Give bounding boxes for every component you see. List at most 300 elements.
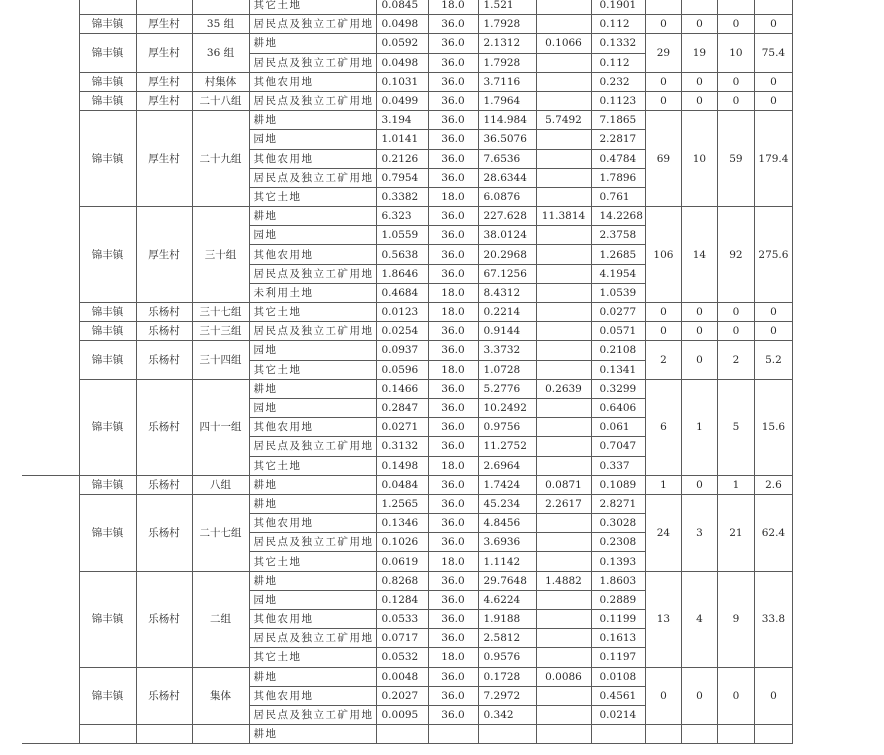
arable-fee-cell xyxy=(536,303,591,322)
land-type-cell: 耕地 xyxy=(249,667,376,686)
land-type-cell: 耕地 xyxy=(249,475,376,494)
rate-cell: 18.0 xyxy=(428,0,478,15)
town-cell: 锦丰镇 xyxy=(79,91,136,110)
subsidy-cell: 4.1954 xyxy=(591,264,645,283)
table-row xyxy=(22,111,797,130)
fee-cell: 20.2968 xyxy=(478,245,536,264)
area-cell: 3.194 xyxy=(376,111,428,130)
amount-cell: 5.2 xyxy=(754,341,792,379)
count-a-cell: 0 xyxy=(681,91,717,110)
amount-cell: 0 xyxy=(754,322,792,341)
table-row xyxy=(22,91,797,110)
group-cell: 村集体 xyxy=(192,72,249,91)
land-type-cell: 居民点及独立工矿用地 xyxy=(249,53,376,72)
subsidy-cell: 0.1089 xyxy=(591,475,645,494)
rate-cell: 36.0 xyxy=(428,514,478,533)
rate-cell: 36.0 xyxy=(428,610,478,629)
land-type-cell: 其它土地 xyxy=(249,552,376,571)
arable-fee-cell xyxy=(536,514,591,533)
arable-fee-cell xyxy=(536,456,591,475)
fee-cell: 0.1728 xyxy=(478,667,536,686)
area-cell: 0.0484 xyxy=(376,475,428,494)
area-cell: 0.1026 xyxy=(376,533,428,552)
group-cell: 八组 xyxy=(192,475,249,494)
rate-cell: 36.0 xyxy=(428,398,478,417)
count-a-cell: 1 xyxy=(681,379,717,475)
group-cell xyxy=(192,725,249,744)
arable-fee-cell xyxy=(536,398,591,417)
subsidy-cell: 2.2817 xyxy=(591,130,645,149)
arable-fee-cell xyxy=(536,552,591,571)
land-type-cell: 园地 xyxy=(249,130,376,149)
subsidy-cell: 14.2268 xyxy=(591,207,645,226)
rate-cell: 36.0 xyxy=(428,418,478,437)
count-b-cell: 5 xyxy=(717,379,754,475)
arable-fee-cell xyxy=(536,705,591,724)
village-cell: 厚生村 xyxy=(136,34,192,72)
arable-fee-cell xyxy=(536,629,591,648)
count-b-cell: 0 xyxy=(717,322,754,341)
amount-cell: 0 xyxy=(754,303,792,322)
blank-cell xyxy=(792,0,797,744)
group-cell: 三十四组 xyxy=(192,341,249,379)
count-a-cell: 10 xyxy=(681,111,717,207)
count-a-cell: 0 xyxy=(681,475,717,494)
amount-cell: 33.8 xyxy=(754,571,792,667)
land-type-cell: 其他农用地 xyxy=(249,514,376,533)
town-cell: 锦丰镇 xyxy=(79,207,136,303)
land-type-cell: 其他农用地 xyxy=(249,610,376,629)
count-total-cell: 2 xyxy=(645,341,681,379)
rate-cell: 36.0 xyxy=(428,667,478,686)
area-cell: 0.0592 xyxy=(376,34,428,53)
village-cell xyxy=(136,0,192,15)
area-cell: 0.0619 xyxy=(376,552,428,571)
table-row xyxy=(22,207,797,226)
subsidy-cell: 2.3758 xyxy=(591,226,645,245)
town-cell: 锦丰镇 xyxy=(79,475,136,494)
land-type-cell: 其它土地 xyxy=(249,303,376,322)
count-total-cell: 69 xyxy=(645,111,681,207)
arable-fee-cell xyxy=(536,91,591,110)
area-cell: 6.323 xyxy=(376,207,428,226)
arable-fee-cell xyxy=(536,686,591,705)
count-a-cell: 0 xyxy=(681,322,717,341)
land-type-cell: 未利用土地 xyxy=(249,283,376,302)
subsidy-cell: 0.1393 xyxy=(591,552,645,571)
area-cell: 0.3132 xyxy=(376,437,428,456)
land-type-cell: 居民点及独立工矿用地 xyxy=(249,629,376,648)
arable-fee-cell xyxy=(536,322,591,341)
rate-cell: 36.0 xyxy=(428,322,478,341)
town-cell xyxy=(79,0,136,15)
village-cell: 厚生村 xyxy=(136,15,192,34)
group-cell: 二十七组 xyxy=(192,494,249,571)
land-type-cell: 耕地 xyxy=(249,725,376,744)
count-total-cell: 0 xyxy=(645,72,681,91)
area-cell: 0.2027 xyxy=(376,686,428,705)
count-a-cell: 0 xyxy=(681,72,717,91)
region-cell xyxy=(22,475,79,744)
count-b-cell xyxy=(717,725,754,744)
fee-cell: 11.2752 xyxy=(478,437,536,456)
rate-cell: 36.0 xyxy=(428,226,478,245)
group-cell: 三十三组 xyxy=(192,322,249,341)
amount-cell: 15.6 xyxy=(754,379,792,475)
count-a-cell: 3 xyxy=(681,494,717,571)
land-type-cell: 其他农用地 xyxy=(249,72,376,91)
count-a-cell: 14 xyxy=(681,207,717,303)
rate-cell: 18.0 xyxy=(428,283,478,302)
land-type-cell: 耕地 xyxy=(249,111,376,130)
arable-fee-cell xyxy=(536,53,591,72)
arable-fee-cell xyxy=(536,283,591,302)
fee-cell: 3.6936 xyxy=(478,533,536,552)
amount-cell xyxy=(754,0,792,15)
subsidy-cell: 0.2889 xyxy=(591,590,645,609)
arable-fee-cell: 5.7492 xyxy=(536,111,591,130)
area-cell: 0.1498 xyxy=(376,456,428,475)
amount-cell: 0 xyxy=(754,91,792,110)
arable-fee-cell xyxy=(536,725,591,744)
amount-cell: 62.4 xyxy=(754,494,792,571)
arable-fee-cell xyxy=(536,533,591,552)
subsidy-cell: 0.1123 xyxy=(591,91,645,110)
rate-cell: 36.0 xyxy=(428,705,478,724)
subsidy-cell: 0.1197 xyxy=(591,648,645,667)
subsidy-cell: 0.6406 xyxy=(591,398,645,417)
arable-fee-cell xyxy=(536,610,591,629)
count-a-cell: 0 xyxy=(681,15,717,34)
group-cell: 二组 xyxy=(192,571,249,667)
amount-cell: 2.6 xyxy=(754,475,792,494)
arable-fee-cell xyxy=(536,360,591,379)
land-type-cell: 耕地 xyxy=(249,34,376,53)
subsidy-cell: 0.061 xyxy=(591,418,645,437)
town-cell: 锦丰镇 xyxy=(79,72,136,91)
area-cell: 0.2847 xyxy=(376,398,428,417)
area-cell: 1.0559 xyxy=(376,226,428,245)
fee-cell: 29.7648 xyxy=(478,571,536,590)
town-cell: 锦丰镇 xyxy=(79,494,136,571)
subsidy-cell: 1.8603 xyxy=(591,571,645,590)
amount-cell xyxy=(754,725,792,744)
fee-cell: 1.7424 xyxy=(478,475,536,494)
area-cell: 0.5638 xyxy=(376,245,428,264)
count-total-cell xyxy=(645,0,681,15)
count-total-cell: 0 xyxy=(645,667,681,725)
area-cell: 0.0498 xyxy=(376,15,428,34)
town-cell: 锦丰镇 xyxy=(79,15,136,34)
table-body xyxy=(22,0,797,744)
arable-fee-cell xyxy=(536,15,591,34)
land-compensation-table xyxy=(22,0,797,744)
arable-fee-cell: 0.2639 xyxy=(536,379,591,398)
town-cell: 锦丰镇 xyxy=(79,667,136,725)
arable-fee-cell xyxy=(536,0,591,15)
fee-cell: 4.8456 xyxy=(478,514,536,533)
count-a-cell: 0 xyxy=(681,303,717,322)
rate-cell: 36.0 xyxy=(428,53,478,72)
count-b-cell: 0 xyxy=(717,303,754,322)
fee-cell: 227.628 xyxy=(478,207,536,226)
village-cell: 厚生村 xyxy=(136,91,192,110)
group-cell: 集体 xyxy=(192,667,249,725)
village-cell: 厚生村 xyxy=(136,111,192,207)
fee-cell: 28.6344 xyxy=(478,168,536,187)
group-cell: 35 组 xyxy=(192,15,249,34)
fee-cell: 1.9188 xyxy=(478,610,536,629)
fee-cell: 4.6224 xyxy=(478,590,536,609)
group-cell: 二十八组 xyxy=(192,91,249,110)
amount-cell: 0 xyxy=(754,15,792,34)
fee-cell: 7.2972 xyxy=(478,686,536,705)
count-a-cell xyxy=(681,725,717,744)
fee-cell: 0.9144 xyxy=(478,322,536,341)
subsidy-cell: 0.1613 xyxy=(591,629,645,648)
subsidy-cell: 0.3299 xyxy=(591,379,645,398)
count-total-cell: 106 xyxy=(645,207,681,303)
land-type-cell: 其他农用地 xyxy=(249,245,376,264)
arable-fee-cell xyxy=(536,226,591,245)
fee-cell: 0.9756 xyxy=(478,418,536,437)
area-cell: 0.1346 xyxy=(376,514,428,533)
land-type-cell: 其他农用地 xyxy=(249,418,376,437)
rate-cell: 36.0 xyxy=(428,571,478,590)
land-type-cell: 居民点及独立工矿用地 xyxy=(249,168,376,187)
arable-fee-cell: 0.0086 xyxy=(536,667,591,686)
rate-cell: 36.0 xyxy=(428,91,478,110)
count-b-cell: 1 xyxy=(717,475,754,494)
area-cell: 1.8646 xyxy=(376,264,428,283)
fee-cell: 1.7928 xyxy=(478,15,536,34)
area-cell: 0.1284 xyxy=(376,590,428,609)
area-cell: 0.0499 xyxy=(376,91,428,110)
village-cell: 乐杨村 xyxy=(136,494,192,571)
fee-cell: 0.9576 xyxy=(478,648,536,667)
group-cell: 二十九组 xyxy=(192,111,249,207)
subsidy-cell: 0.0108 xyxy=(591,667,645,686)
land-type-cell: 园地 xyxy=(249,341,376,360)
land-type-cell: 其它土地 xyxy=(249,360,376,379)
arable-fee-cell xyxy=(536,418,591,437)
arable-fee-cell xyxy=(536,437,591,456)
area-cell: 0.1466 xyxy=(376,379,428,398)
rate-cell: 36.0 xyxy=(428,494,478,513)
subsidy-cell: 0.0277 xyxy=(591,303,645,322)
arable-fee-cell xyxy=(536,264,591,283)
group-cell xyxy=(192,0,249,15)
fee-cell: 6.0876 xyxy=(478,187,536,206)
area-cell: 0.2126 xyxy=(376,149,428,168)
subsidy-cell: 0.1199 xyxy=(591,610,645,629)
rate-cell: 36.0 xyxy=(428,34,478,53)
fee-cell: 3.7116 xyxy=(478,72,536,91)
fee-cell: 1.1142 xyxy=(478,552,536,571)
rate-cell: 36.0 xyxy=(428,168,478,187)
area-cell: 0.0937 xyxy=(376,341,428,360)
region-cell xyxy=(22,0,79,475)
group-cell: 四十一组 xyxy=(192,379,249,475)
rate-cell: 36.0 xyxy=(428,207,478,226)
area-cell: 0.1031 xyxy=(376,72,428,91)
town-cell: 锦丰镇 xyxy=(79,379,136,475)
area-cell xyxy=(376,725,428,744)
table-row xyxy=(22,341,797,360)
table-row xyxy=(22,15,797,34)
area-cell: 0.8268 xyxy=(376,571,428,590)
subsidy-cell xyxy=(591,725,645,744)
rate-cell: 36.0 xyxy=(428,264,478,283)
table-row xyxy=(22,571,797,590)
subsidy-cell: 0.761 xyxy=(591,187,645,206)
rate-cell xyxy=(428,725,478,744)
subsidy-cell: 0.2108 xyxy=(591,341,645,360)
town-cell: 锦丰镇 xyxy=(79,303,136,322)
land-type-cell: 居民点及独立工矿用地 xyxy=(249,264,376,283)
subsidy-cell: 0.1332 xyxy=(591,34,645,53)
table-row xyxy=(22,725,797,744)
land-type-cell: 居民点及独立工矿用地 xyxy=(249,437,376,456)
subsidy-cell: 0.112 xyxy=(591,15,645,34)
count-total-cell: 1 xyxy=(645,475,681,494)
count-total-cell xyxy=(645,725,681,744)
subsidy-cell: 0.3028 xyxy=(591,514,645,533)
fee-cell: 2.6964 xyxy=(478,456,536,475)
subsidy-cell: 0.337 xyxy=(591,456,645,475)
town-cell xyxy=(79,725,136,744)
count-a-cell xyxy=(681,0,717,15)
area-cell: 0.0254 xyxy=(376,322,428,341)
subsidy-cell: 0.232 xyxy=(591,72,645,91)
land-type-cell: 居民点及独立工矿用地 xyxy=(249,322,376,341)
fee-cell: 7.6536 xyxy=(478,149,536,168)
subsidy-cell: 2.8271 xyxy=(591,494,645,513)
fee-cell: 5.2776 xyxy=(478,379,536,398)
village-cell: 乐杨村 xyxy=(136,341,192,379)
fee-cell: 67.1256 xyxy=(478,264,536,283)
count-b-cell: 9 xyxy=(717,571,754,667)
amount-cell: 75.4 xyxy=(754,34,792,72)
arable-fee-cell xyxy=(536,168,591,187)
table-row xyxy=(22,475,797,494)
count-b-cell: 0 xyxy=(717,667,754,725)
fee-cell: 3.3732 xyxy=(478,341,536,360)
subsidy-cell: 0.4784 xyxy=(591,149,645,168)
land-type-cell: 耕地 xyxy=(249,494,376,513)
rate-cell: 18.0 xyxy=(428,648,478,667)
table-row xyxy=(22,72,797,91)
rate-cell: 36.0 xyxy=(428,475,478,494)
count-b-cell: 0 xyxy=(717,72,754,91)
fee-cell: 1.7964 xyxy=(478,91,536,110)
arable-fee-cell: 2.2617 xyxy=(536,494,591,513)
area-cell: 0.0095 xyxy=(376,705,428,724)
subsidy-cell: 0.7047 xyxy=(591,437,645,456)
area-cell: 0.0845 xyxy=(376,0,428,15)
area-cell: 0.0596 xyxy=(376,360,428,379)
subsidy-cell: 0.4561 xyxy=(591,686,645,705)
count-b-cell: 0 xyxy=(717,15,754,34)
count-a-cell: 4 xyxy=(681,571,717,667)
land-type-cell: 居民点及独立工矿用地 xyxy=(249,705,376,724)
group-cell: 三十七组 xyxy=(192,303,249,322)
rate-cell: 36.0 xyxy=(428,629,478,648)
town-cell: 锦丰镇 xyxy=(79,322,136,341)
arable-fee-cell: 1.4882 xyxy=(536,571,591,590)
area-cell: 0.0717 xyxy=(376,629,428,648)
arable-fee-cell xyxy=(536,149,591,168)
rate-cell: 36.0 xyxy=(428,437,478,456)
arable-fee-cell xyxy=(536,648,591,667)
fee-cell: 1.7928 xyxy=(478,53,536,72)
count-b-cell: 10 xyxy=(717,34,754,72)
table-row xyxy=(22,494,797,513)
fee-cell: 114.984 xyxy=(478,111,536,130)
rate-cell: 36.0 xyxy=(428,111,478,130)
land-type-cell: 居民点及独立工矿用地 xyxy=(249,15,376,34)
count-total-cell: 24 xyxy=(645,494,681,571)
rate-cell: 18.0 xyxy=(428,360,478,379)
fee-cell: 38.0124 xyxy=(478,226,536,245)
count-total-cell: 0 xyxy=(645,303,681,322)
area-cell: 0.0533 xyxy=(376,610,428,629)
fee-cell: 0.2214 xyxy=(478,303,536,322)
fee-cell: 1.0728 xyxy=(478,360,536,379)
table-row xyxy=(22,34,797,53)
fee-cell: 36.5076 xyxy=(478,130,536,149)
subsidy-cell: 0.112 xyxy=(591,53,645,72)
rate-cell: 18.0 xyxy=(428,456,478,475)
fee-cell: 1.521 xyxy=(478,0,536,15)
area-cell: 0.4684 xyxy=(376,283,428,302)
village-cell: 乐杨村 xyxy=(136,322,192,341)
village-cell: 乐杨村 xyxy=(136,379,192,475)
amount-cell: 275.6 xyxy=(754,207,792,303)
rate-cell: 36.0 xyxy=(428,379,478,398)
area-cell: 0.3382 xyxy=(376,187,428,206)
village-cell: 厚生村 xyxy=(136,207,192,303)
land-type-cell: 居民点及独立工矿用地 xyxy=(249,533,376,552)
town-cell: 锦丰镇 xyxy=(79,34,136,72)
count-total-cell: 0 xyxy=(645,15,681,34)
rate-cell: 36.0 xyxy=(428,590,478,609)
village-cell: 乐杨村 xyxy=(136,475,192,494)
count-total-cell: 29 xyxy=(645,34,681,72)
count-b-cell: 2 xyxy=(717,341,754,379)
rate-cell: 18.0 xyxy=(428,552,478,571)
land-type-cell: 其它土地 xyxy=(249,187,376,206)
subsidy-cell: 0.1341 xyxy=(591,360,645,379)
fee-cell xyxy=(478,725,536,744)
rate-cell: 36.0 xyxy=(428,130,478,149)
count-b-cell: 21 xyxy=(717,494,754,571)
area-cell: 0.0498 xyxy=(376,53,428,72)
count-a-cell: 0 xyxy=(681,341,717,379)
subsidy-cell: 1.2685 xyxy=(591,245,645,264)
land-type-cell: 其它土地 xyxy=(249,0,376,15)
rate-cell: 36.0 xyxy=(428,72,478,91)
count-b-cell: 0 xyxy=(717,91,754,110)
land-type-cell: 耕地 xyxy=(249,379,376,398)
town-cell: 锦丰镇 xyxy=(79,341,136,379)
arable-fee-cell xyxy=(536,590,591,609)
amount-cell: 0 xyxy=(754,667,792,725)
arable-fee-cell: 0.1066 xyxy=(536,34,591,53)
arable-fee-cell xyxy=(536,130,591,149)
town-cell: 锦丰镇 xyxy=(79,111,136,207)
group-cell: 36 组 xyxy=(192,34,249,72)
